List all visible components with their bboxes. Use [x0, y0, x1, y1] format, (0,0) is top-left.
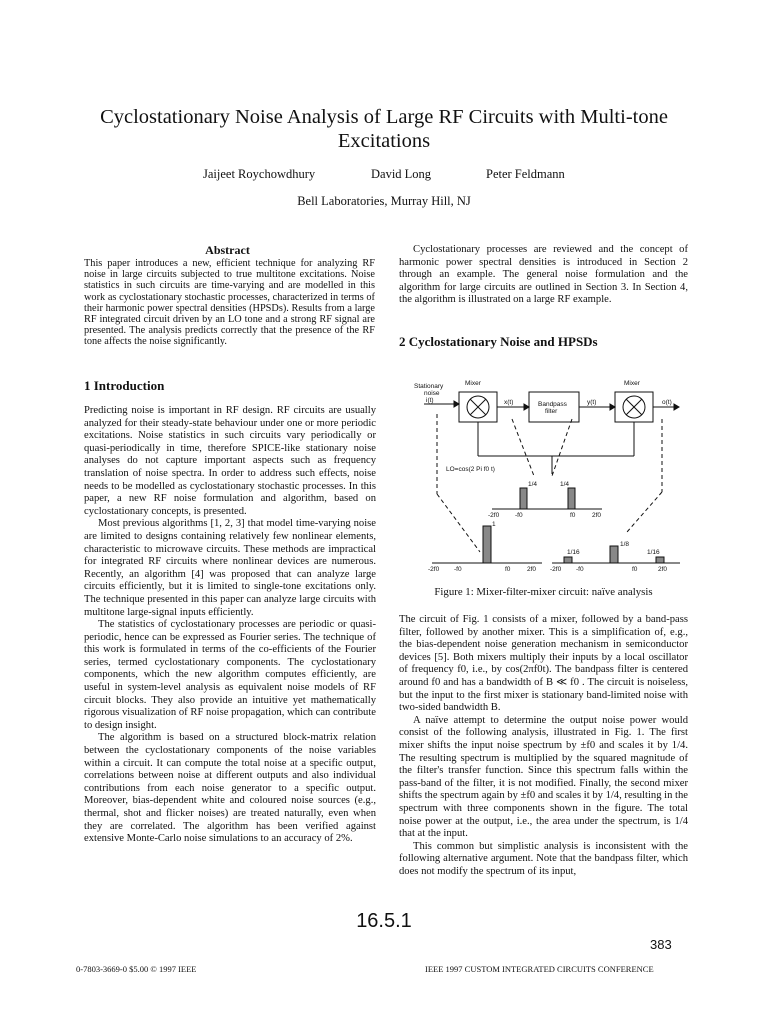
input-tick-2: -f0	[454, 566, 462, 573]
intro-paragraph-3: The statistics of cyclostationary processes are periodic or quasi-periodic, hence can be expressed as Fourier series. The technique of this work is formulated in terms of the co-efficients of the Fourier series, termed cyclostationary components. The cyclostationary components, which the new algorithm computes efficiently, are useful in system-level analysis as equivalent noise models of RF circuit blocks. They also provide an intuitive yet mathematically rigorous visualization of RF noise propagation, which can contribute to design insight.	[84, 619, 376, 731]
intro-body	[84, 405, 376, 846]
output-tick-1: -2f0	[550, 566, 562, 573]
mid-tick-2: -f0	[515, 512, 523, 519]
mid-tick-1: -2f0	[488, 512, 500, 519]
output-tick-4: 2f0	[658, 566, 668, 573]
label-mixer-1: Mixer	[465, 380, 481, 387]
mid-bar-right	[568, 488, 575, 509]
title-line-1: Cyclostationary Noise Analysis of Large RF Circuits with Multi-tone	[100, 106, 668, 128]
title-line-2: Excitations	[337, 130, 431, 152]
mid-tick-3: f0	[570, 512, 576, 519]
arrow-icon	[454, 401, 459, 407]
input-tick-1: -2f0	[428, 566, 440, 573]
label-xt: x(t)	[504, 399, 514, 406]
page-number: 383	[650, 937, 672, 952]
author-3: Peter Feldmann	[486, 167, 565, 181]
session-number: 16.5.1	[356, 910, 412, 932]
sec2-paragraph-3: This common but simplistic analysis is inconsistent with the following alternative argument. Note that the bandpass filter, which does not modify the spectrum of its input,	[399, 840, 688, 877]
section-2-body	[399, 614, 688, 878]
affiliation: Bell Laboratories, Murray Hill, NJ	[297, 194, 471, 208]
label-bandpass: Bandpass	[538, 401, 567, 408]
overview-paragraph: Cyclostationary processes are reviewed and the concept of harmonic power spectral densities is introduced in Section 2 through an example. The general noise formulation and the algorithm for large circuits are outlined in Section 3. In Section 4, the algorithm is illustrated on a large RF example.	[399, 244, 688, 306]
abstract-paragraph: This paper introduces a new, efficient technique for analyzing RF noise in large circuits subjected to true multitone excitations. Noise statistics in such circuits are time-varying and are modelled in this work as cyclostationary stochastic processes, characterized in terms of their harmonic power spectral densities (HPSDs). Results from a large RF integrated circuit driven by an LO tone and a strong RF signal are presented. The analysis predicts correctly that the presence of the RF tone affects the noise significantly.	[84, 258, 375, 348]
mid-scale-right: 1/4	[560, 481, 570, 488]
input-tick-4: 2f0	[527, 566, 537, 573]
input-bar	[483, 526, 491, 563]
input-tick-3: f0	[505, 566, 511, 573]
output-scale-left: 1/16	[567, 549, 580, 556]
output-tick-2: -f0	[576, 566, 584, 573]
mid-bar-left	[520, 488, 527, 509]
label-it: i(t)	[426, 397, 434, 404]
sec2-paragraph-1: The circuit of Fig. 1 consists of a mixer, followed by a band-pass filter, followed by another mixer. This is a simplification of, e.g., the bias-dependent noise generation mechanism in semiconductor devices [5]. Both mixers multiply their inputs by a local oscillator of frequency f0, i.e., by cos(2πf0t). The bandpass filter is centered around f0 and has a bandwidth of B ≪ f0 . The circuit is noiseless, but the input to the first mixer is stationary band-limited noise with two-sided bandwidth B.	[399, 614, 688, 714]
author-1: Jaijeet Roychowdhury	[203, 167, 316, 181]
sec2-paragraph-2: A naïve attempt to determine the output noise power would consist of the following analysis, illustrated in Fig. 1. The first mixer shifts the input noise spectrum by ±f0 and scales it by 1/4. The resulting spectrum is multiplied by the squared magnitude of the filter's transfer function. Since this spectrum falls within the pass-band of the filter, it is not modified. Finally, the second mixer shifts the spectrum again by ±f0 and scales it by 1/4, resulting in the spectrum with three components shown in the figure. The total noise power at the output, i.e., the area under the spectrum, is 1/4 that at the input.	[399, 714, 688, 840]
intro-paragraph-2: Most previous algorithms [1, 2, 3] that model time-varying noise are limited to designs containing relatively few nonlinear elements, characteristic to microwave circuits. These methods are impractical for integrated RF circuits where nonlinear devices are numerous. Recently, an algorithm [4] was proposed that can analyze large circuits efficiently, but it is limited to single-tone excitations only. The technique presented in this paper can analyze large circuits with multitone large-signal inputs efficiently.	[84, 518, 376, 618]
label-ot: o(t)	[662, 399, 672, 406]
paper-title	[0, 105, 768, 153]
intro-paragraph-1: Predicting noise is important in RF design. RF circuits are usually analyzed for their steady-state behaviour under one or more periodic excitations. Noise statistics in such circuits vary periodically or quasi-periodically in time, therefore SPICE-like stationary noise analyses do not capture important aspects such as frequency translation of noise spectra. In order to address such effects, noise needs to be modelled as cyclostationary stochastic processes. In this paper, a new RF noise formulation and algorithm, based on cyclostationary concepts, is presented.	[84, 405, 376, 517]
output-bar-right	[656, 557, 664, 563]
output-tick-3: f0	[632, 566, 638, 573]
conference-line: IEEE 1997 CUSTOM INTEGRATED CIRCUITS CONFERENCE	[425, 964, 654, 974]
output-scale-right: 1/16	[647, 549, 660, 556]
output-scale-center: 1/8	[620, 541, 630, 548]
mid-tick-4: 2f0	[592, 512, 602, 519]
figure-1-diagram	[412, 374, 682, 574]
label-yt: y(t)	[587, 399, 597, 406]
intro-paragraph-4: The algorithm is based on a structured block-matrix relation between the cyclostationary components of the noise variables within a circuit. It can compute the total noise at a specific output, correlations between noise at different outputs and also individual contributions from each noise generator to a specific output. Moreover, bias-dependent white and coloured noise sources (e.g., thermal, shot and flicker noises) are treated naturally, even when they are correlated. The algorithm has been verified against extensive Monte-Carlo noise simulations to an accuracy of 2%.	[84, 732, 376, 845]
label-noise: noise	[424, 390, 440, 397]
label-mixer-2: Mixer	[624, 380, 640, 387]
right-intro	[399, 244, 688, 307]
isbn-line: 0-7803-3669-0 $5.00 © 1997 IEEE	[76, 964, 197, 974]
author-2: David Long	[371, 167, 432, 181]
intro-heading: 1 Introduction	[84, 378, 165, 393]
label-lo: LO=cos(2 Pi f0 t)	[446, 466, 495, 473]
figure-1-caption: Figure 1: Mixer-filter-mixer circuit: naïve analysis	[434, 586, 653, 598]
abstract-text	[84, 258, 375, 348]
input-scale: 1	[492, 521, 496, 528]
label-stationary: Stationary	[414, 383, 444, 390]
section-2-heading: 2 Cyclostationary Noise and HPSDs	[399, 334, 598, 349]
mid-scale-left: 1/4	[528, 481, 538, 488]
output-bar-left	[564, 557, 572, 563]
label-filter: filter	[545, 408, 558, 415]
output-bar-center	[610, 546, 618, 563]
abstract-heading: Abstract	[205, 243, 250, 257]
